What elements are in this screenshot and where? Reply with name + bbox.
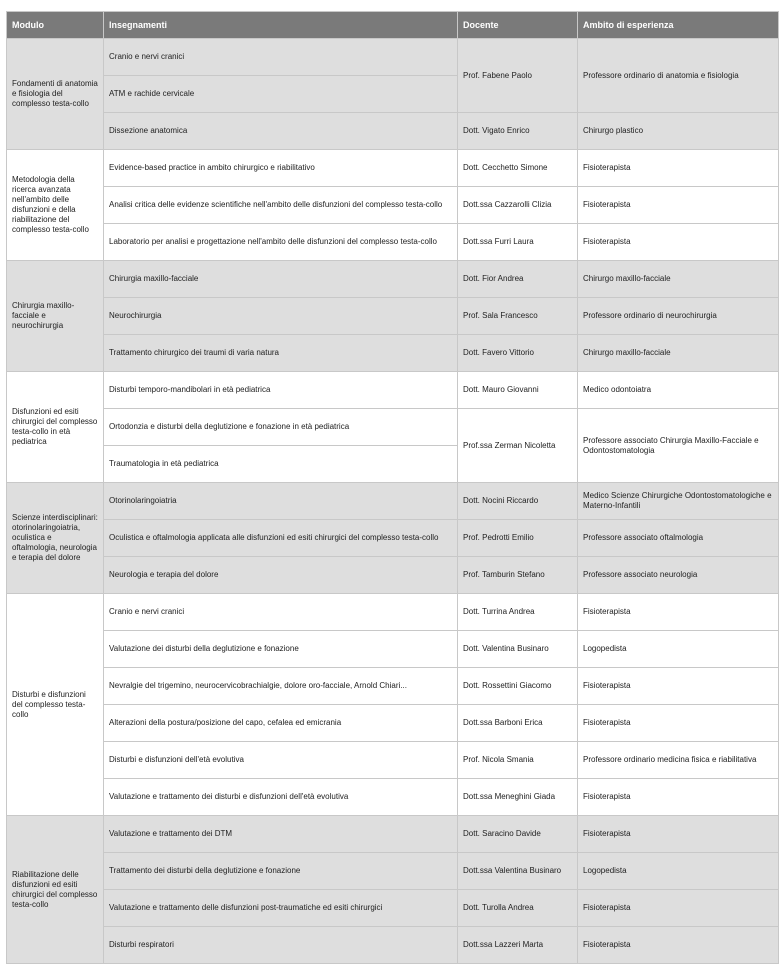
table-row bbox=[7, 372, 779, 409]
course-cell: Cranio e nervi cranici bbox=[104, 39, 458, 76]
table-row bbox=[7, 631, 779, 668]
course-cell: Neurochirurgia bbox=[104, 298, 458, 335]
teacher-cell: Dott. Valentina Businaro bbox=[458, 631, 578, 668]
course-cell: Nevralgie del trigemino, neurocervicobrachialgie, dolore oro-facciale, Arnold Chiari... bbox=[104, 668, 458, 705]
table-header bbox=[7, 12, 779, 39]
field-cell: Fisioterapista bbox=[578, 668, 779, 705]
teacher-cell: Dott.ssa Valentina Businaro bbox=[458, 853, 578, 890]
module-name-cell: Chirurgia maxillo-facciale e neurochirurgia bbox=[7, 261, 104, 372]
table-row bbox=[7, 298, 779, 335]
teacher-cell: Dott. Favero Vittorio bbox=[458, 335, 578, 372]
table-row bbox=[7, 39, 779, 76]
course-cell: Valutazione e trattamento delle disfunzioni post-traumatiche ed esiti chirurgici bbox=[104, 890, 458, 927]
teacher-cell: Prof. Tamburin Stefano bbox=[458, 557, 578, 594]
table-row bbox=[7, 261, 779, 298]
header-docente: Docente bbox=[458, 12, 578, 39]
table-row bbox=[7, 409, 779, 446]
course-cell: Alterazioni della postura/posizione del capo, cefalea ed emicrania bbox=[104, 705, 458, 742]
field-cell: Professore associato neurologia bbox=[578, 557, 779, 594]
course-cell: Neurologia e terapia del dolore bbox=[104, 557, 458, 594]
course-cell: Valutazione dei disturbi della deglutizione e fonazione bbox=[104, 631, 458, 668]
field-cell: Professore associato Chirurgia Maxillo-Facciale e Odontostomatologia bbox=[578, 409, 779, 483]
course-cell: Traumatologia in età pediatrica bbox=[104, 446, 458, 483]
course-cell: Disturbi temporo-mandibolari in età pediatrica bbox=[104, 372, 458, 409]
header-modulo: Modulo bbox=[7, 12, 104, 39]
course-cell: Disturbi e disfunzioni dell'età evolutiva bbox=[104, 742, 458, 779]
field-cell: Fisioterapista bbox=[578, 816, 779, 853]
course-cell: Valutazione e trattamento dei DTM bbox=[104, 816, 458, 853]
field-cell: Fisioterapista bbox=[578, 779, 779, 816]
course-cell: Analisi critica delle evidenze scientifiche nell'ambito delle disfunzioni del complesso testa-collo bbox=[104, 187, 458, 224]
teacher-cell: Dott. Cecchetto Simone bbox=[458, 150, 578, 187]
teacher-cell: Dott. Fior Andrea bbox=[458, 261, 578, 298]
field-cell: Fisioterapista bbox=[578, 705, 779, 742]
module-name-cell: Disfunzioni ed esiti chirurgici del complesso testa-collo in età pediatrica bbox=[7, 372, 104, 483]
teacher-cell: Dott. Rossettini Giacomo bbox=[458, 668, 578, 705]
table-row bbox=[7, 705, 779, 742]
field-cell: Fisioterapista bbox=[578, 890, 779, 927]
table-row bbox=[7, 187, 779, 224]
table-row bbox=[7, 113, 779, 150]
teacher-cell: Dott.ssa Cazzarolli Clizia bbox=[458, 187, 578, 224]
course-cell: ATM e rachide cervicale bbox=[104, 76, 458, 113]
module-name-cell: Riabilitazione delle disfunzioni ed esiti chirurgici del complesso testa-collo bbox=[7, 816, 104, 964]
teacher-cell: Dott.ssa Meneghini Giada bbox=[458, 779, 578, 816]
field-cell: Professore ordinario medicina fisica e riabilitativa bbox=[578, 742, 779, 779]
teacher-cell: Dott.ssa Furri Laura bbox=[458, 224, 578, 261]
teacher-cell: Dott. Mauro Giovanni bbox=[458, 372, 578, 409]
field-cell: Logopedista bbox=[578, 631, 779, 668]
teacher-cell: Prof. Fabene Paolo bbox=[458, 39, 578, 113]
table-row bbox=[7, 927, 779, 964]
field-cell: Fisioterapista bbox=[578, 224, 779, 261]
course-cell: Valutazione e trattamento dei disturbi e disfunzioni dell'età evolutiva bbox=[104, 779, 458, 816]
field-cell: Fisioterapista bbox=[578, 150, 779, 187]
module-name-cell: Metodologia della ricerca avanzata nell'ambito delle disfunzioni e della riabilitazione del complesso testa-collo bbox=[7, 150, 104, 261]
table-row bbox=[7, 150, 779, 187]
teacher-cell: Dott.ssa Barboni Erica bbox=[458, 705, 578, 742]
field-cell: Chirurgo maxillo-facciale bbox=[578, 335, 779, 372]
teacher-cell: Dott. Turrina Andrea bbox=[458, 594, 578, 631]
course-cell: Chirurgia maxillo-facciale bbox=[104, 261, 458, 298]
teacher-cell: Dott.ssa Lazzeri Marta bbox=[458, 927, 578, 964]
course-cell: Evidence-based practice in ambito chirurgico e riabilitativo bbox=[104, 150, 458, 187]
teacher-cell: Prof. Pedrotti Emilio bbox=[458, 520, 578, 557]
teacher-cell: Dott. Vigato Enrico bbox=[458, 113, 578, 150]
field-cell: Logopedista bbox=[578, 853, 779, 890]
field-cell: Chirurgo maxillo-facciale bbox=[578, 261, 779, 298]
module-name-cell: Disturbi e disfunzioni del complesso testa-collo bbox=[7, 594, 104, 816]
table-row bbox=[7, 594, 779, 631]
course-table bbox=[6, 11, 779, 964]
header-row bbox=[7, 12, 779, 39]
table-row bbox=[7, 742, 779, 779]
field-cell: Fisioterapista bbox=[578, 594, 779, 631]
table-row bbox=[7, 483, 779, 520]
course-cell: Oculistica e oftalmologia applicata alle disfunzioni ed esiti chirurgici del complesso testa-collo bbox=[104, 520, 458, 557]
table-row bbox=[7, 890, 779, 927]
course-cell: Trattamento chirurgico dei traumi di varia natura bbox=[104, 335, 458, 372]
teacher-cell: Prof. Nicola Smania bbox=[458, 742, 578, 779]
teacher-cell: Dott. Saracino Davide bbox=[458, 816, 578, 853]
field-cell: Fisioterapista bbox=[578, 187, 779, 224]
module-name-cell: Scienze interdisciplinari: otorinolaringoiatria, oculistica e oftalmologia, neurologia e terapia del dolore bbox=[7, 483, 104, 594]
header-ambito: Ambito di esperienza bbox=[578, 12, 779, 39]
course-cell: Dissezione anatomica bbox=[104, 113, 458, 150]
course-cell: Disturbi respiratori bbox=[104, 927, 458, 964]
table-row bbox=[7, 779, 779, 816]
table-row bbox=[7, 520, 779, 557]
table-body bbox=[7, 39, 779, 964]
field-cell: Professore ordinario di anatomia e fisiologia bbox=[578, 39, 779, 113]
teacher-cell: Dott. Nocini Riccardo bbox=[458, 483, 578, 520]
teacher-cell: Prof. Sala Francesco bbox=[458, 298, 578, 335]
field-cell: Professore ordinario di neurochirurgia bbox=[578, 298, 779, 335]
field-cell: Chirurgo plastico bbox=[578, 113, 779, 150]
table-row bbox=[7, 557, 779, 594]
course-cell: Cranio e nervi cranici bbox=[104, 594, 458, 631]
table-row bbox=[7, 668, 779, 705]
module-name-cell: Fondamenti di anatomia e fisiologia del complesso testa-collo bbox=[7, 39, 104, 150]
field-cell: Professore associato oftalmologia bbox=[578, 520, 779, 557]
table-row bbox=[7, 853, 779, 890]
course-cell: Otorinolaringoiatria bbox=[104, 483, 458, 520]
header-insegnamenti: Insegnamenti bbox=[104, 12, 458, 39]
field-cell: Medico Scienze Chirurgiche Odontostomatologiche e Materno-Infantili bbox=[578, 483, 779, 520]
course-table-container bbox=[6, 11, 778, 964]
table-row bbox=[7, 816, 779, 853]
teacher-cell: Prof.ssa Zerman Nicoletta bbox=[458, 409, 578, 483]
table-row bbox=[7, 335, 779, 372]
table-row bbox=[7, 224, 779, 261]
course-cell: Trattamento dei disturbi della deglutizione e fonazione bbox=[104, 853, 458, 890]
teacher-cell: Dott. Turolla Andrea bbox=[458, 890, 578, 927]
course-cell: Laboratorio per analisi e progettazione nell'ambito delle disfunzioni del complesso testa-collo bbox=[104, 224, 458, 261]
course-cell: Ortodonzia e disturbi della deglutizione e fonazione in età pediatrica bbox=[104, 409, 458, 446]
field-cell: Fisioterapista bbox=[578, 927, 779, 964]
field-cell: Medico odontoiatra bbox=[578, 372, 779, 409]
